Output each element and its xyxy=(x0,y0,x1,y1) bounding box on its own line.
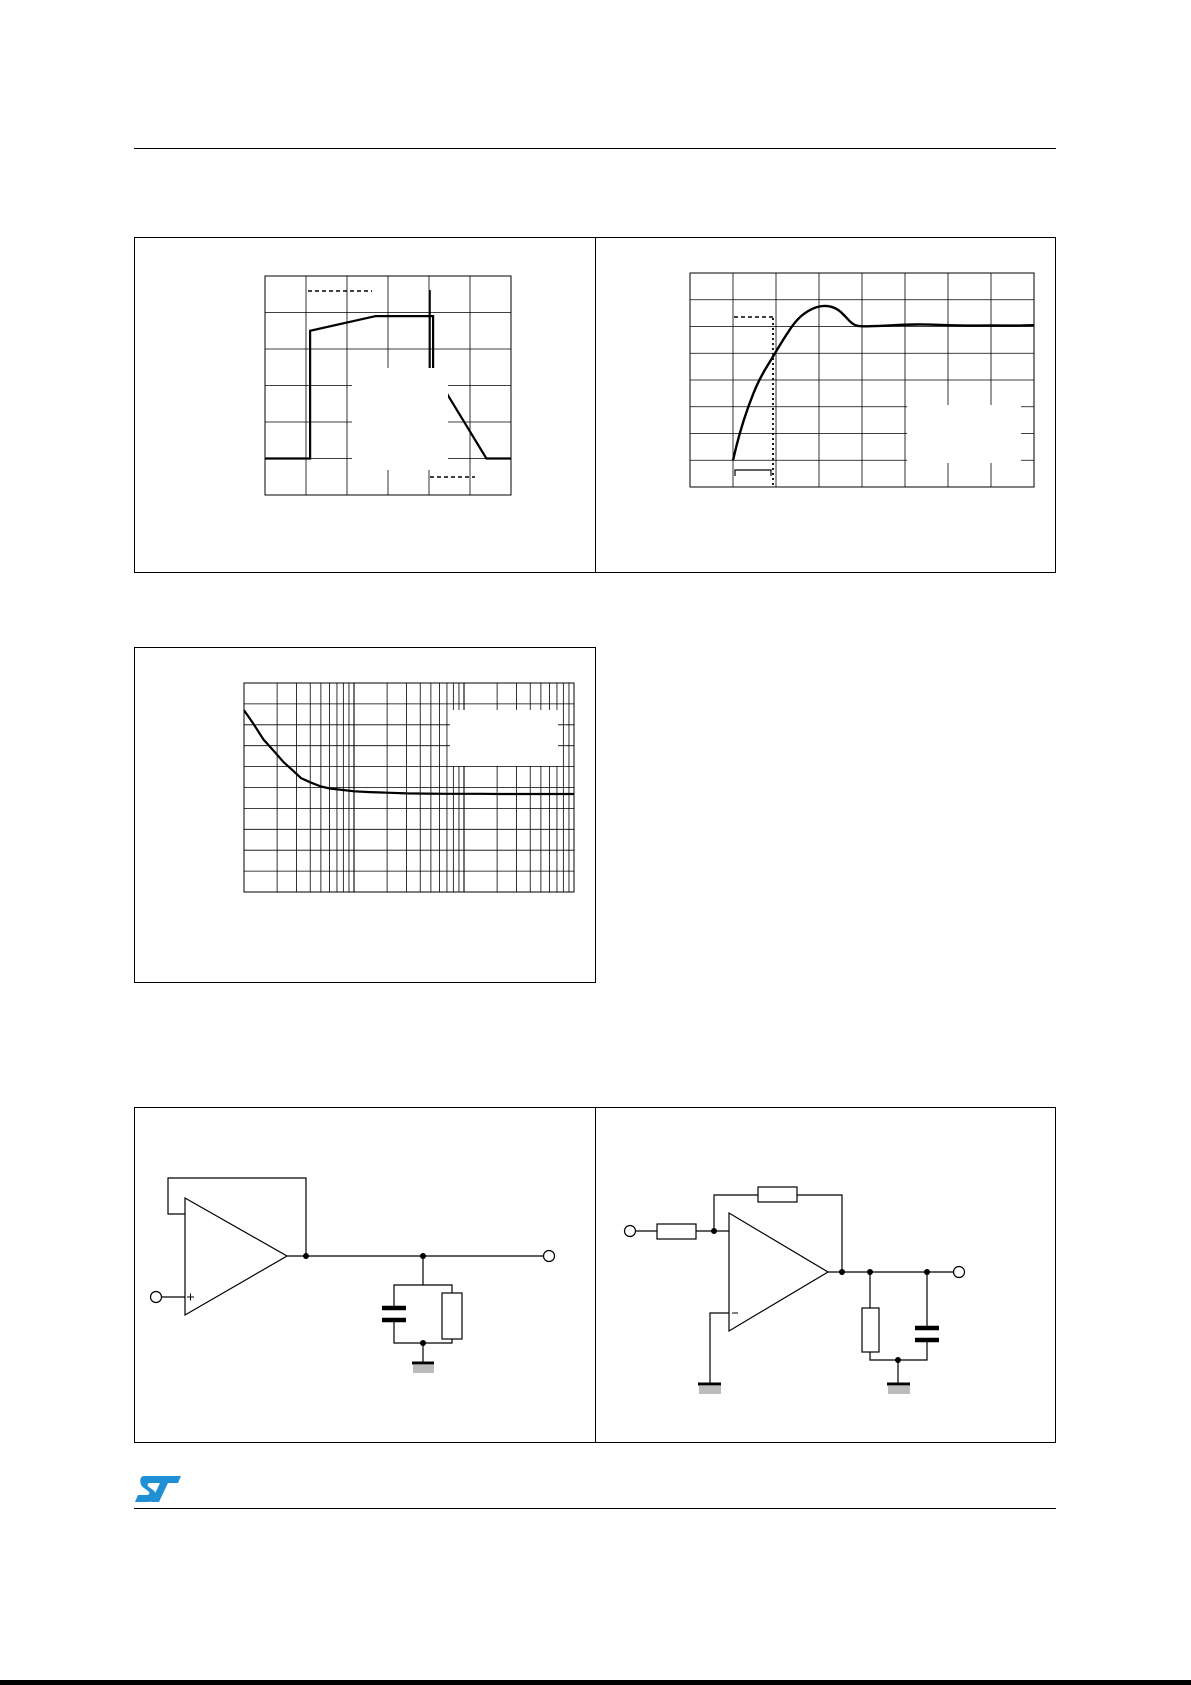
time-bracket xyxy=(735,470,771,476)
grid-blank-area xyxy=(907,405,1021,463)
inverting-circuit xyxy=(625,1187,965,1394)
feedback-resistor xyxy=(758,1187,797,1202)
ground-shade xyxy=(699,1386,721,1394)
st-logo xyxy=(134,1474,182,1509)
load-resistor xyxy=(442,1293,462,1339)
ground-shade xyxy=(413,1365,434,1373)
st-logo-mark xyxy=(135,1476,181,1502)
ground-shade xyxy=(888,1386,910,1394)
chart-step-response xyxy=(690,273,1034,487)
grid-blank-area xyxy=(352,368,448,470)
junction-dot xyxy=(839,1269,845,1275)
output-terminal xyxy=(544,1251,555,1262)
op-amp-symbol xyxy=(185,1198,287,1315)
load-resistor xyxy=(862,1308,879,1352)
input-resistor xyxy=(657,1224,696,1239)
chart-waveform xyxy=(265,276,511,495)
grid-blank-area xyxy=(450,710,558,766)
junction-dot xyxy=(303,1253,309,1259)
input-terminal xyxy=(151,1292,162,1303)
output-terminal xyxy=(954,1267,965,1278)
minus-input-wire xyxy=(710,1313,729,1383)
op-amp-symbol xyxy=(729,1213,828,1331)
input-terminal xyxy=(625,1226,636,1237)
buffer-circuit xyxy=(151,1178,555,1373)
footer-rule xyxy=(134,1508,1056,1509)
page-bottom-edge xyxy=(0,1680,1191,1685)
chart-log-curve xyxy=(244,683,574,892)
